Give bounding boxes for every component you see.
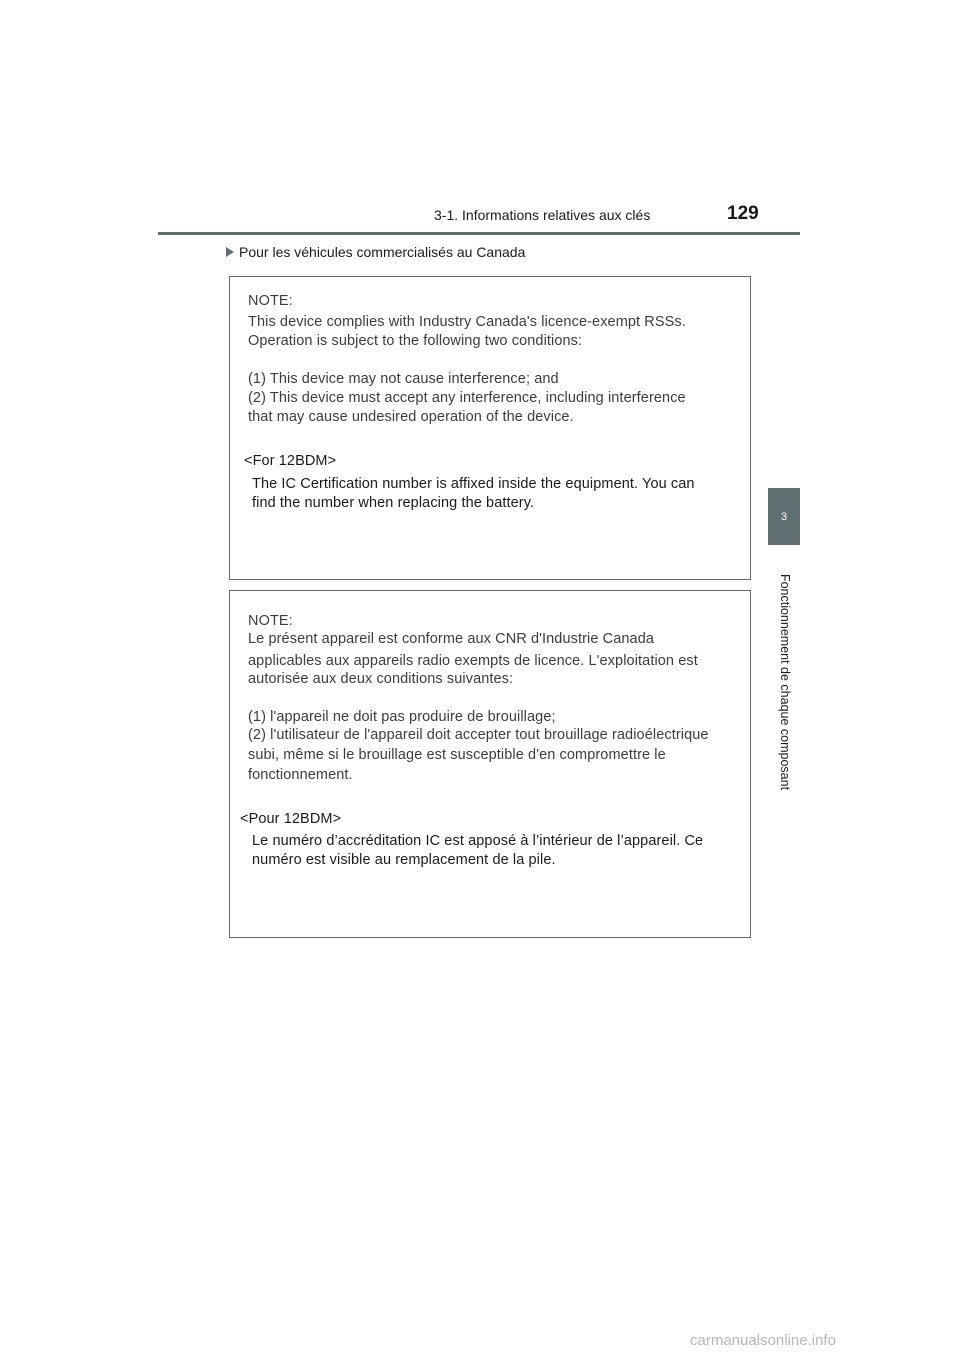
notice-line: numéro est visible au remplacement de la pile. xyxy=(252,852,556,868)
notice-line: <For 12BDM> xyxy=(244,453,337,469)
notice-line: Operation is subject to the following two conditions: xyxy=(248,333,583,349)
notice-line: Le présent appareil est conforme aux CNR d'Industrie Canada xyxy=(248,631,655,647)
notice-line: applicables aux appareils radio exempts de licence. L'exploitation est xyxy=(248,653,698,669)
notice-line: (1) This device may not cause interference; and xyxy=(248,371,559,387)
notice-line: Le numéro d’accréditation IC est apposé à l’intérieur de l’appareil. Ce xyxy=(252,833,704,849)
chapter-title-vertical xyxy=(778,552,792,812)
chapter-number: 3 xyxy=(780,510,788,523)
notice-line: NOTE: xyxy=(248,293,293,309)
header-rule xyxy=(158,232,800,235)
notice-line: find the number when replacing the battery. xyxy=(252,495,535,511)
notice-box-french xyxy=(229,590,751,938)
notice-line: fonctionnement. xyxy=(248,767,353,783)
chapter-title: Fonctionnement de chaque composant xyxy=(778,573,792,791)
triangle-bullet-icon xyxy=(226,247,234,257)
notice-line: NOTE: xyxy=(248,613,293,629)
notice-line: (2) This device must accept any interference, including interference xyxy=(248,390,686,406)
chapter-tab xyxy=(768,488,800,545)
notice-line: This device complies with Industry Canada's licence-exempt RSSs. xyxy=(248,314,686,330)
notice-line: that may cause undesired operation of the device. xyxy=(248,409,574,425)
notice-line: autorisée aux deux conditions suivantes: xyxy=(248,671,514,687)
header-section-title: 3-1. Informations relatives aux clés xyxy=(434,207,651,223)
section-heading xyxy=(226,244,525,260)
notice-line: (1) l'appareil ne doit pas produire de brouillage; xyxy=(248,709,556,725)
notice-line: The IC Certification number is affixed inside the equipment. You can xyxy=(252,476,695,492)
notice-box-english xyxy=(229,276,751,580)
page-number: 129 xyxy=(727,203,759,224)
notice-line: (2) l'utilisateur de l'appareil doit accepter tout brouillage radioélectrique xyxy=(248,727,709,743)
notice-line: subi, même si le brouillage est susceptible d'en compromettre le xyxy=(248,747,666,763)
section-heading-text: Pour les véhicules commercialisés au Canada xyxy=(239,244,526,260)
watermark: carmanualsonline.info xyxy=(690,1332,836,1349)
notice-line: <Pour 12BDM> xyxy=(240,811,342,827)
